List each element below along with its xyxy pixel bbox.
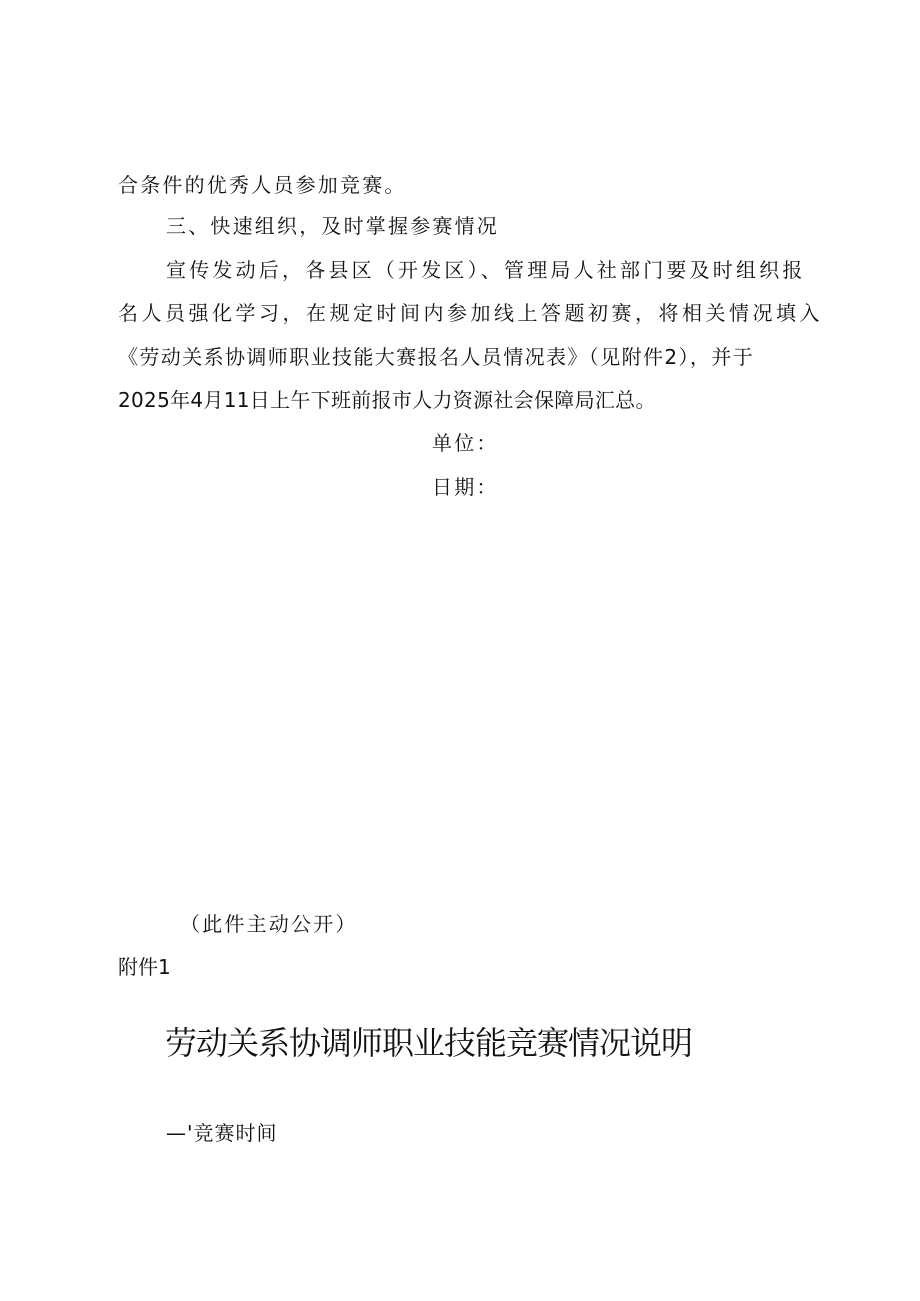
unit-label: 单位： (432, 431, 499, 455)
attachment-section-1-heading: —'竞赛时间 (166, 1121, 278, 1145)
attachment-title: 劳动关系协调师职业技能竞赛情况说明 (165, 1024, 693, 1062)
public-notice: （此件主动公开） (180, 912, 358, 936)
section3-body-line-4: 2025年4月11日上午下班前报市人力资源社会保障局汇总。 (118, 388, 656, 412)
section3-body-line-3: 《劳动关系协调师职业技能大赛报名人员情况表》（见附件2），并于 (118, 345, 755, 369)
attachment-label: 附件1 (118, 955, 171, 979)
date-label: 日期： (432, 475, 499, 499)
paragraph-continuation: 合条件的优秀人员参加竞赛。 (118, 173, 407, 197)
section3-body-line-2: 名人员强化学习，在规定时间内参加线上答题初赛，将相关情况填入 (118, 301, 823, 325)
section3-body-line-1: 宣传发动后，各县区（开发区）、管理局人社部门要及时组织报 (166, 258, 806, 282)
section-heading-3: 三、快速组织，及时掌握参赛情况 (166, 214, 499, 238)
